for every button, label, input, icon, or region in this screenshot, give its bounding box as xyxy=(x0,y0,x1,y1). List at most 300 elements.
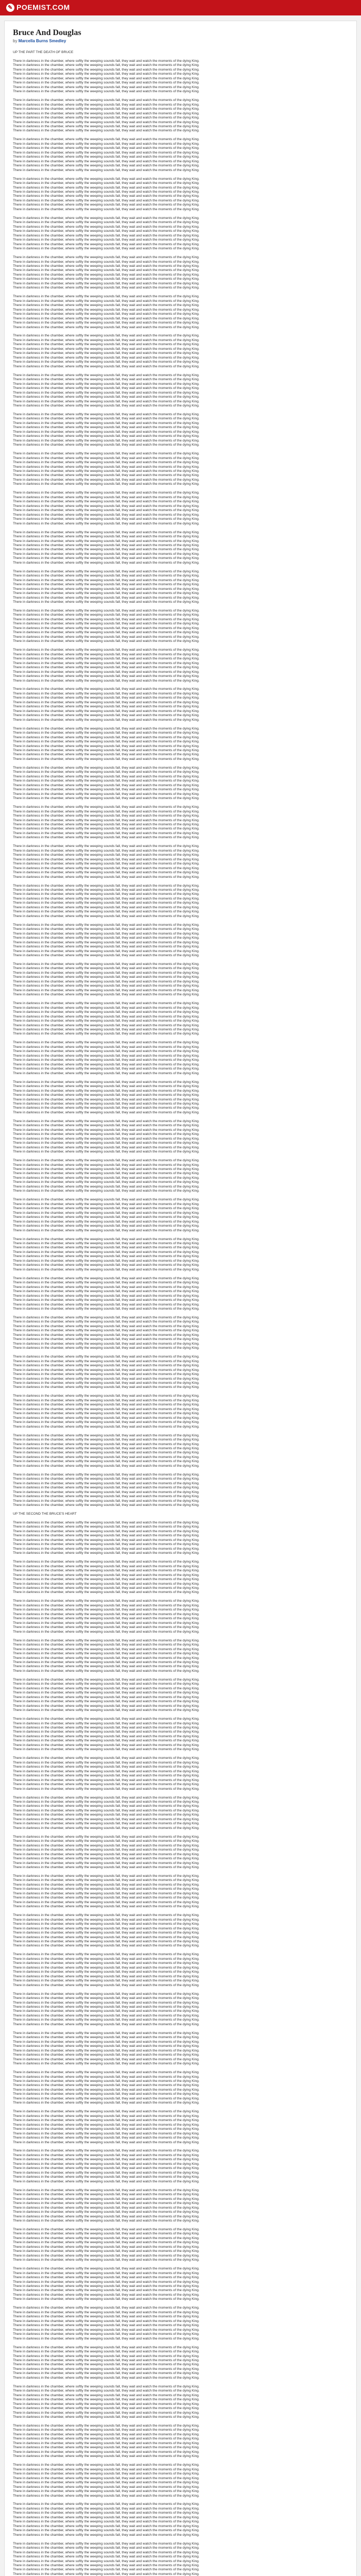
poem-line: There in darkness in the chamber, where softly the weeping sounds fall, they wait and watch the moments of the dying King. xyxy=(13,1935,200,1939)
poem-line: There in darkness in the chamber, where softly the weeping sounds fall, they wait and watch the moments of the dying King. xyxy=(13,1647,200,1651)
poem-line: There in darkness in the chamber, where softly the weeping sounds fall, they wait and watch the moments of the dying King. xyxy=(13,395,200,399)
poem-line: There in darkness in the chamber, where softly the weeping sounds fall, they wait and watch the moments of the dying King. xyxy=(13,2071,200,2075)
poem-line: There in darkness in the chamber, where softly the weeping sounds fall, they wait and watch the moments of the dying King. xyxy=(13,2406,200,2411)
poem-line: There in darkness in the chamber, where softly the weeping sounds fall, they wait and watch the moments of the dying King. xyxy=(13,1259,200,1263)
poem-line: There in darkness in the chamber, where softly the weeping sounds fall, they wait and watch the moments of the dying King. xyxy=(13,853,200,857)
poem-line: There in darkness in the chamber, where softly the weeping sounds fall, they wait and watch the moments of the dying King. xyxy=(13,831,200,835)
poem-line: There in darkness in the chamber, where softly the weeping sounds fall, they wait and watch the moments of the dying King. xyxy=(13,2123,200,2127)
poem-line: There in darkness in the chamber, where softly the weeping sounds fall, they wait and watch the moments of the dying King. xyxy=(13,2555,200,2559)
poem-line: There in darkness in the chamber, where softly the weeping sounds fall, they wait and watch the moments of the dying King. xyxy=(13,1263,200,1267)
poem-line: There in darkness in the chamber, where softly the weeping sounds fall, they wait and watch the moments of the dying King. xyxy=(13,696,200,700)
poem-line: There in darkness in the chamber, where softly the weeping sounds fall, they wait and watch the moments of the dying King. xyxy=(13,1106,200,1110)
poem-line: There in darkness in the chamber, where softly the weeping sounds fall, they wait and watch the moments of the dying King. xyxy=(13,338,200,342)
poem-line: There in darkness in the chamber, where softly the weeping sounds fall, they wait and watch the moments of the dying King. xyxy=(13,617,200,621)
poem-line: There in darkness in the chamber, where softly the weeping sounds fall, they wait and watch the moments of the dying King. xyxy=(13,2550,200,2554)
poem-line: There in darkness in the chamber, where softly the weeping sounds fall, they wait and watch the moments of the dying King. xyxy=(13,98,200,103)
poem-line: There in darkness in the chamber, where softly the weeping sounds fall, they wait and watch the moments of the dying King. xyxy=(13,198,200,202)
poem-line: There in darkness in the chamber, where softly the weeping sounds fall, they wait and watch the moments of the dying King. xyxy=(13,1372,200,1377)
poem-line: There in darkness in the chamber, where softly the weeping sounds fall, they wait and watch the moments of the dying King. xyxy=(13,426,200,430)
poem-line: There in darkness in the chamber, where softly the weeping sounds fall, they wait and watch the moments of the dying King. xyxy=(13,2127,200,2131)
poem-line: There in darkness in the chamber, where softly the weeping sounds fall, they wait and watch the moments of the dying King. xyxy=(13,552,200,556)
poem-line: There in darkness in the chamber, where softly the weeping sounds fall, they wait and watch the moments of the dying King. xyxy=(13,735,200,739)
poem-line: There in darkness in the chamber, where softly the weeping sounds fall, they wait and watch the moments of the dying King. xyxy=(13,1089,200,1093)
poem-line: There in darkness in the chamber, where softly the weeping sounds fall, they wait and watch the moments of the dying King. xyxy=(13,993,200,997)
poem-line: There in darkness in the chamber, where softly the weeping sounds fall, they wait and watch the moments of the dying King. xyxy=(13,809,200,814)
poem-line: There in darkness in the chamber, where softly the weeping sounds fall, they wait and watch the moments of the dying King. xyxy=(13,788,200,792)
poem-line: There in darkness in the chamber, where softly the weeping sounds fall, they wait and watch the moments of the dying King. xyxy=(13,1211,200,1215)
poem-line: There in darkness in the chamber, where softly the weeping sounds fall, they wait and watch the moments of the dying King. xyxy=(13,2110,200,2114)
poem-line: There in darkness in the chamber, where softly the weeping sounds fall, they wait and watch the moments of the dying King. xyxy=(13,399,200,403)
poem-line: There in darkness in the chamber, where softly the weeping sounds fall, they wait and watch the moments of the dying King. xyxy=(13,1486,200,1490)
poem-line: There in darkness in the chamber, where softly the weeping sounds fall, they wait and watch the moments of the dying King. xyxy=(13,146,200,150)
poem-line: There in darkness in the chamber, where softly the weeping sounds fall, they wait and watch the moments of the dying King. xyxy=(13,233,200,238)
poem-line: There in darkness in the chamber, where softly the weeping sounds fall, they wait and watch the moments of the dying King. xyxy=(13,1765,200,1769)
poem-line: There in darkness in the chamber, where softly the weeping sounds fall, they wait and watch the moments of the dying King. xyxy=(13,871,200,875)
poem-line: There in darkness in the chamber, where softly the weeping sounds fall, they wait and watch the moments of the dying King. xyxy=(13,2001,200,2005)
poem-line: There in darkness in the chamber, where softly the weeping sounds fall, they wait and watch the moments of the dying King. xyxy=(13,875,200,879)
poem-line: There in darkness in the chamber, where softly the weeping sounds fall, they wait and watch the moments of the dying King. xyxy=(13,940,200,944)
poem-line: There in darkness in the chamber, where softly the weeping sounds fall, they wait and watch the moments of the dying King. xyxy=(13,1961,200,1965)
poem-line: There in darkness in the chamber, where softly the weeping sounds fall, they wait and watch the moments of the dying King. xyxy=(13,2218,200,2223)
poem-line: There in darkness in the chamber, where softly the weeping sounds fall, they wait and watch the moments of the dying King. xyxy=(13,216,200,220)
poem-line: There in darkness in the chamber, where softly the weeping sounds fall, they wait and watch the moments of the dying King. xyxy=(13,103,200,107)
poem-line: There in darkness in the chamber, where softly the weeping sounds fall, they wait and watch the moments of the dying King. xyxy=(13,1137,200,1141)
poem-line: There in darkness in the chamber, where softly the weeping sounds fall, they wait and watch the moments of the dying King. xyxy=(13,107,200,111)
poem-line: There in darkness in the chamber, where softly the weeping sounds fall, they wait and watch the moments of the dying King. xyxy=(13,1385,200,1389)
poem-line: There in darkness in the chamber, where softly the weeping sounds fall, they wait and watch the moments of the dying King. xyxy=(13,386,200,391)
poem-line: There in darkness in the chamber, where softly the weeping sounds fall, they wait and watch the moments of the dying King. xyxy=(13,2210,200,2214)
poem-line: There in darkness in the chamber, where softly the weeping sounds fall, they wait and watch the moments of the dying King. xyxy=(13,1804,200,1808)
poem-line: There in darkness in the chamber, where softly the weeping sounds fall, they wait and watch the moments of the dying King. xyxy=(13,1241,200,1245)
poem-line: There in darkness in the chamber, where softly the weeping sounds fall, they wait and watch the moments of the dying King. xyxy=(13,1425,200,1429)
poem-line: There in darkness in the chamber, where softly the weeping sounds fall, they wait and watch the moments of the dying King. xyxy=(13,312,200,316)
poem-line: There in darkness in the chamber, where softly the weeping sounds fall, they wait and watch the moments of the dying King. xyxy=(13,1760,200,1765)
poem-line: There in darkness in the chamber, where softly the weeping sounds fall, they wait and watch the moments of the dying King. xyxy=(13,613,200,617)
poem-line: There in darkness in the chamber, where softly the weeping sounds fall, they wait and watch the moments of the dying King. xyxy=(13,2267,200,2271)
poem-line: There in darkness in the chamber, where softly the weeping sounds fall, they wait and watch the moments of the dying King. xyxy=(13,1569,200,1573)
poem-line: There in darkness in the chamber, where softly the weeping sounds fall, they wait and watch the moments of the dying King. xyxy=(13,1080,200,1084)
poem-line: There in darkness in the chamber, where softly the weeping sounds fall, they wait and watch the moments of the dying King. xyxy=(13,504,200,508)
poem-line: There in darkness in the chamber, where softly the weeping sounds fall, they wait and watch the moments of the dying King. xyxy=(13,1132,200,1137)
poem-line: There in darkness in the chamber, where softly the weeping sounds fall, they wait and watch the moments of the dying King. xyxy=(13,1049,200,1054)
poem-line: There in darkness in the chamber, where softly the weeping sounds fall, they wait and watch the moments of the dying King. xyxy=(13,194,200,198)
poem-line: There in darkness in the chamber, where softly the weeping sounds fall, they wait and watch the moments of the dying King. xyxy=(13,731,200,735)
poem-line: There in darkness in the chamber, where softly the weeping sounds fall, they wait and watch the moments of the dying King. xyxy=(13,308,200,312)
poem-line: There in darkness in the chamber, where softly the weeping sounds fall, they wait and watch the moments of the dying King. xyxy=(13,1695,200,1699)
poem-line: There in darkness in the chamber, where softly the weeping sounds fall, they wait and watch the moments of the dying King. xyxy=(13,2236,200,2240)
poem-line: There in darkness in the chamber, where softly the weeping sounds fall, they wait and watch the moments of the dying King. xyxy=(13,286,200,290)
poem-line: There in darkness in the chamber, where softly the weeping sounds fall, they wait and watch the moments of the dying King. xyxy=(13,81,200,85)
poem-line: There in darkness in the chamber, where softly the weeping sounds fall, they wait and watch the moments of the dying King. xyxy=(13,2376,200,2380)
poem-line: There in darkness in the chamber, where softly the weeping sounds fall, they wait and watch the moments of the dying King. xyxy=(13,971,200,975)
poem-line: There in darkness in the chamber, where softly the weeping sounds fall, they wait and watch the moments of the dying King. xyxy=(13,473,200,478)
poem-line: There in darkness in the chamber, where softly the weeping sounds fall, they wait and watch the moments of the dying King. xyxy=(13,569,200,573)
poem-line: There in darkness in the chamber, where softly the weeping sounds fall, they wait and watch the moments of the dying King. xyxy=(13,325,200,329)
poem-line: There in darkness in the chamber, where softly the weeping sounds fall, they wait and watch the moments of the dying King. xyxy=(13,2350,200,2354)
poem-line: There in darkness in the chamber, where softly the weeping sounds fall, they wait and watch the moments of the dying King. xyxy=(13,1228,200,1232)
poem-line: There in darkness in the chamber, where softly the weeping sounds fall, they wait and watch the moments of the dying King. xyxy=(13,2276,200,2280)
poem-line: There in darkness in the chamber, where softly the weeping sounds fall, they wait and watch the moments of the dying King. xyxy=(13,391,200,395)
poem-line: There in darkness in the chamber, where softly the weeping sounds fall, they wait and watch the moments of the dying King. xyxy=(13,155,200,159)
poem-line: There in darkness in the chamber, where softly the weeping sounds fall, they wait and watch the moments of the dying King. xyxy=(13,561,200,565)
poem-line: There in darkness in the chamber, where softly the weeping sounds fall, they wait and watch the moments of the dying King. xyxy=(13,709,200,713)
poem-line: There in darkness in the chamber, where softly the weeping sounds fall, they wait and watch the moments of the dying King. xyxy=(13,1774,200,1778)
poem-line: There in darkness in the chamber, where softly the weeping sounds fall, they wait and watch the moments of the dying King. xyxy=(13,229,200,233)
poem-line: There in darkness in the chamber, where softly the weeping sounds fall, they wait and watch the moments of the dying King. xyxy=(13,2175,200,2179)
poem-line: There in darkness in the chamber, where softly the weeping sounds fall, they wait and watch the moments of the dying King. xyxy=(13,1433,200,1437)
poem-line: There in darkness in the chamber, where softly the weeping sounds fall, they wait and watch the moments of the dying King. xyxy=(13,670,200,674)
poem-line: There in darkness in the chamber, where softly the weeping sounds fall, they wait and watch the moments of the dying King. xyxy=(13,1320,200,1324)
poem-line: There in darkness in the chamber, where softly the weeping sounds fall, they wait and watch the moments of the dying King. xyxy=(13,438,200,443)
poem-line: There in darkness in the chamber, where softly the weeping sounds fall, they wait and watch the moments of the dying King. xyxy=(13,2009,200,2013)
poem-line: There in darkness in the chamber, where softly the weeping sounds fall, they wait and watch the moments of the dying King. xyxy=(13,1267,200,1272)
poem-line: There in darkness in the chamber, where softly the weeping sounds fall, they wait and watch the moments of the dying King. xyxy=(13,657,200,661)
poem-line: There in darkness in the chamber, where softly the weeping sounds fall, they wait and watch the moments of the dying King. xyxy=(13,700,200,704)
poem-line: There in darkness in the chamber, where softly the weeping sounds fall, they wait and watch the moments of the dying King. xyxy=(13,225,200,229)
poem-line: There in darkness in the chamber, where softly the weeping sounds fall, they wait and watch the moments of the dying King. xyxy=(13,482,200,486)
poem-line: There in darkness in the chamber, where softly the weeping sounds fall, they wait and watch the moments of the dying King. xyxy=(13,2476,200,2480)
poem-line: There in darkness in the chamber, where softly the weeping sounds fall, they wait and watch the moments of the dying King. xyxy=(13,513,200,517)
poem-line: There in darkness in the chamber, where softly the weeping sounds fall, they wait and watch the moments of the dying King. xyxy=(13,539,200,543)
poem-line: There in darkness in the chamber, where softly the weeping sounds fall, they wait and watch the moments of the dying King. xyxy=(13,247,200,251)
poem-line: There in darkness in the chamber, where softly the weeping sounds fall, they wait and watch the moments of the dying King. xyxy=(13,1377,200,1381)
poem-line: There in darkness in the chamber, where softly the weeping sounds fall, they wait and watch the moments of the dying King. xyxy=(13,1578,200,1582)
poem-line: There in darkness in the chamber, where softly the weeping sounds fall, they wait and watch the moments of the dying King. xyxy=(13,1677,200,1682)
poem-line: There in darkness in the chamber, where softly the weeping sounds fall, they wait and watch the moments of the dying King. xyxy=(13,1621,200,1625)
poem-line: There in darkness in the chamber, where softly the weeping sounds fall, they wait and watch the moments of the dying King. xyxy=(13,726,200,731)
poem-line: There in darkness in the chamber, where softly the weeping sounds fall, they wait and watch the moments of the dying King. xyxy=(13,1682,200,1686)
poem-line: There in darkness in the chamber, where softly the weeping sounds fall, they wait and watch the moments of the dying King. xyxy=(13,827,200,831)
poem-line: There in darkness in the chamber, where softly the weeping sounds fall, they wait and watch the moments of the dying King. xyxy=(13,159,200,163)
poem-line: There in darkness in the chamber, where softly the weeping sounds fall, they wait and watch the moments of the dying King. xyxy=(13,443,200,447)
poem-line: There in darkness in the chamber, where softly the weeping sounds fall, they wait and watch the moments of the dying King. xyxy=(13,347,200,351)
poem-line: There in darkness in the chamber, where softly the weeping sounds fall, they wait and watch the moments of the dying King. xyxy=(13,2171,200,2175)
poem-line: There in darkness in the chamber, where softly the weeping sounds fall, they wait and watch the moments of the dying King. xyxy=(13,1529,200,1533)
poem-line: There in darkness in the chamber, where softly the weeping sounds fall, they wait and watch the moments of the dying King. xyxy=(13,2040,200,2044)
poem-line: There in darkness in the chamber, where softly the weeping sounds fall, they wait and watch the moments of the dying King. xyxy=(13,1276,200,1280)
poem-line: There in darkness in the chamber, where softly the weeping sounds fall, they wait and watch the moments of the dying King. xyxy=(13,1708,200,1713)
poem-line: There in darkness in the chamber, where softly the weeping sounds fall, they wait and watch the moments of the dying King. xyxy=(13,984,200,988)
poem-line: There in darkness in the chamber, where softly the weeping sounds fall, they wait and watch the moments of the dying King. xyxy=(13,587,200,591)
poem-line: There in darkness in the chamber, where softly the weeping sounds fall, they wait and watch the moments of the dying King. xyxy=(13,2398,200,2402)
poem-line: There in darkness in the chamber, where softly the weeping sounds fall, they wait and watch the moments of the dying King. xyxy=(13,2140,200,2144)
poem-line: There in darkness in the chamber, where softly the weeping sounds fall, they wait and watch the moments of the dying King. xyxy=(13,1032,200,1036)
poem-line: There in darkness in the chamber, where softly the weeping sounds fall, they wait and watch the moments of the dying King. xyxy=(13,1307,200,1311)
poem-line: There in darkness in the chamber, where softly the weeping sounds fall, they wait and watch the moments of the dying King. xyxy=(13,1294,200,1298)
poem-line: There in darkness in the chamber, where softly the weeping sounds fall, they wait and watch the moments of the dying King. xyxy=(13,1538,200,1542)
poem-line: There in darkness in the chamber, where softly the weeping sounds fall, they wait and watch the moments of the dying King. xyxy=(13,517,200,521)
poem-line: There in darkness in the chamber, where softly the weeping sounds fall, they wait and watch the moments of the dying King. xyxy=(13,1167,200,1171)
poem-line: There in darkness in the chamber, where softly the weeping sounds fall, they wait and watch the moments of the dying King. xyxy=(13,2310,200,2314)
poem-line: There in darkness in the chamber, where softly the weeping sounds fall, they wait and watch the moments of the dying King. xyxy=(13,116,200,120)
poem-line: There in darkness in the chamber, where softly the weeping sounds fall, they wait and watch the moments of the dying King. xyxy=(13,1184,200,1189)
poem-line: There in darkness in the chamber, where softly the weeping sounds fall, they wait and watch the moments of the dying King. xyxy=(13,1159,200,1163)
poem-line: There in darkness in the chamber, where softly the weeping sounds fall, they wait and watch the moments of the dying King. xyxy=(13,1014,200,1019)
poem-line: There in darkness in the chamber, where softly the weeping sounds fall, they wait and watch the moments of the dying King. xyxy=(13,910,200,914)
poem-line: There in darkness in the chamber, where softly the weeping sounds fall, they wait and watch the moments of the dying King. xyxy=(13,1246,200,1250)
poem-line: There in darkness in the chamber, where softly the weeping sounds fall, they wait and watch the moments of the dying King. xyxy=(13,1342,200,1346)
poem-line: There in darkness in the chamber, where softly the weeping sounds fall, they wait and watch the moments of the dying King. xyxy=(13,1939,200,1943)
poem-line: There in darkness in the chamber, where softly the weeping sounds fall, they wait and watch the moments of the dying King. xyxy=(13,378,200,382)
section-heading: UP THE PART THE DEATH OF BRUCE xyxy=(13,50,74,54)
poem-line: There in darkness in the chamber, where softly the weeping sounds fall, they wait and watch the moments of the dying King. xyxy=(13,1093,200,1097)
poem-line: There in darkness in the chamber, where softly the weeping sounds fall, they wait and watch the moments of the dying King. xyxy=(13,1207,200,1211)
poem-line: There in darkness in the chamber, where softly the weeping sounds fall, they wait and watch the moments of the dying King. xyxy=(13,543,200,547)
poem-line: There in darkness in the chamber, where softly the weeping sounds fall, they wait and watch the moments of the dying King. xyxy=(13,1660,200,1664)
poem-line: There in darkness in the chamber, where softly the weeping sounds fall, they wait and watch the moments of the dying King. xyxy=(13,884,200,888)
poem-line: There in darkness in the chamber, where softly the weeping sounds fall, they wait and watch the moments of the dying King. xyxy=(13,1983,200,1987)
poem-line: There in darkness in the chamber, where softly the weeping sounds fall, they wait and watch the moments of the dying King. xyxy=(13,2520,200,2524)
poem-line: There in darkness in the chamber, where softly the weeping sounds fall, they wait and watch the moments of the dying King. xyxy=(13,1852,200,1856)
poem-line: There in darkness in the chamber, where softly the weeping sounds fall, they wait and watch the moments of the dying King. xyxy=(13,2188,200,2192)
poem-line: There in darkness in the chamber, where softly the weeping sounds fall, they wait and watch the moments of the dying King. xyxy=(13,1643,200,1647)
poem-line: There in darkness in the chamber, where softly the weeping sounds fall, they wait and watch the moments of the dying King. xyxy=(13,1543,200,1547)
author-link[interactable]: Marcella Burns Smedley xyxy=(18,39,67,43)
poem-line: There in darkness in the chamber, where softly the weeping sounds fall, they wait and watch the moments of the dying King. xyxy=(13,1861,200,1865)
poem-line: There in darkness in the chamber, where softly the weeping sounds fall, they wait and watch the moments of the dying King. xyxy=(13,129,200,133)
poem-line: There in darkness in the chamber, where softly the weeping sounds fall, they wait and watch the moments of the dying King. xyxy=(13,1913,200,1918)
poem-line: There in darkness in the chamber, where softly the weeping sounds fall, they wait and watch the moments of the dying King. xyxy=(13,862,200,866)
poem-line: There in darkness in the chamber, where softly the weeping sounds fall, they wait and watch the moments of the dying King. xyxy=(13,1403,200,1407)
poem-line: There in darkness in the chamber, where softly the weeping sounds fall, they wait and watch the moments of the dying King. xyxy=(13,1608,200,1612)
poem-line: There in darkness in the chamber, where softly the weeping sounds fall, they wait and watch the moments of the dying King. xyxy=(13,256,200,260)
poem-line: There in darkness in the chamber, where softly the weeping sounds fall, they wait and watch the moments of the dying King. xyxy=(13,1599,200,1603)
poem-line: There in darkness in the chamber, where softly the weeping sounds fall, they wait and watch the moments of the dying King. xyxy=(13,2062,200,2066)
poem-line: There in darkness in the chamber, where softly the weeping sounds fall, they wait and watch the moments of the dying King. xyxy=(13,2289,200,2293)
poem-line: There in darkness in the chamber, where softly the weeping sounds fall, they wait and watch the moments of the dying King. xyxy=(13,2249,200,2253)
poem-line: There in darkness in the chamber, where softly the weeping sounds fall, they wait and watch the moments of the dying King. xyxy=(13,2271,200,2275)
poem-line: There in darkness in the chamber, where softly the weeping sounds fall, they wait and watch the moments of the dying King. xyxy=(13,888,200,892)
poem-line: There in darkness in the chamber, where softly the weeping sounds fall, they wait and watch the moments of the dying King. xyxy=(13,1110,200,1114)
poem-line: There in darkness in the chamber, where softly the weeping sounds fall, they wait and watch the moments of the dying King. xyxy=(13,1010,200,1014)
poem-line: There in darkness in the chamber, where softly the weeping sounds fall, they wait and watch the moments of the dying King. xyxy=(13,491,200,495)
poem-line: There in darkness in the chamber, where softly the weeping sounds fall, they wait and watch the moments of the dying King. xyxy=(13,1848,200,1852)
poem-line: There in darkness in the chamber, where softly the weeping sounds fall, they wait and watch the moments of the dying King. xyxy=(13,1315,200,1319)
poem-line: There in darkness in the chamber, where softly the weeping sounds fall, they wait and watch the moments of the dying King. xyxy=(13,2489,200,2494)
poem-line: There in darkness in the chamber, where softly the weeping sounds fall, they wait and watch the moments of the dying King. xyxy=(13,1150,200,1154)
poem-line: There in darkness in the chamber, where softly the weeping sounds fall, they wait and watch the moments of the dying King. xyxy=(13,1285,200,1289)
poem-line: There in darkness in the chamber, where softly the weeping sounds fall, they wait and watch the moments of the dying King. xyxy=(13,2162,200,2166)
poem-line: There in darkness in the chamber, where softly the weeping sounds fall, they wait and watch the moments of the dying King. xyxy=(13,2450,200,2454)
poem-line: There in darkness in the chamber, where softly the weeping sounds fall, they wait and watch the moments of the dying King. xyxy=(13,1996,200,2001)
poem-line: There in darkness in the chamber, where softly the weeping sounds fall, they wait and watch the moments of the dying King. xyxy=(13,2005,200,2009)
poem-line: There in darkness in the chamber, where softly the weeping sounds fall, they wait and watch the moments of the dying King. xyxy=(13,469,200,473)
poem-line: There in darkness in the chamber, where softly the weeping sounds fall, they wait and watch the moments of the dying King. xyxy=(13,962,200,966)
poem-line: There in darkness in the chamber, where softly the weeping sounds fall, they wait and watch the moments of the dying King. xyxy=(13,626,200,630)
poem-line: There in darkness in the chamber, where softly the weeping sounds fall, they wait and watch the moments of the dying King. xyxy=(13,1835,200,1839)
poem-line: There in darkness in the chamber, where softly the weeping sounds fall, they wait and watch the moments of the dying King. xyxy=(13,207,200,211)
poem-line: There in darkness in the chamber, where softly the weeping sounds fall, they wait and watch the moments of the dying King. xyxy=(13,574,200,578)
poem-line: There in darkness in the chamber, where softly the weeping sounds fall, they wait and watch the moments of the dying King. xyxy=(13,2384,200,2388)
poem-line: There in darkness in the chamber, where softly the weeping sounds fall, they wait and watch the moments of the dying King. xyxy=(13,600,200,604)
poem-line: There in darkness in the chamber, where softly the weeping sounds fall, they wait and watch the moments of the dying King. xyxy=(13,373,200,377)
poem-line: There in darkness in the chamber, where softly the weeping sounds fall, they wait and watch the moments of the dying King. xyxy=(13,2284,200,2288)
poem-line: There in darkness in the chamber, where softly the weeping sounds fall, they wait and watch the moments of the dying King. xyxy=(13,661,200,665)
poem-line: There in darkness in the chamber, where softly the weeping sounds fall, they wait and watch the moments of the dying King. xyxy=(13,1656,200,1660)
poem-line: There in darkness in the chamber, where softly the weeping sounds fall, they wait and watch the moments of the dying King. xyxy=(13,535,200,539)
poem-line: There in darkness in the chamber, where softly the weeping sounds fall, they wait and watch the moments of the dying King. xyxy=(13,556,200,561)
poem-line: There in darkness in the chamber, where softly the weeping sounds fall, they wait and watch the moments of the dying King. xyxy=(13,2088,200,2092)
poem-line: There in darkness in the chamber, where softly the weeping sounds fall, they wait and watch the moments of the dying King. xyxy=(13,2197,200,2201)
poem-line: There in darkness in the chamber, where softly the weeping sounds fall, they wait and watch the moments of the dying King. xyxy=(13,2297,200,2301)
poem-line: There in darkness in the chamber, where softly the weeping sounds fall, they wait and watch the moments of the dying King. xyxy=(13,635,200,639)
poem-line: There in darkness in the chamber, where softly the weeping sounds fall, they wait and watch the moments of the dying King. xyxy=(13,2179,200,2183)
poem-line: There in darkness in the chamber, where softly the weeping sounds fall, they wait and watch the moments of the dying King. xyxy=(13,1630,200,1634)
poem-line: There in darkness in the chamber, where softly the weeping sounds fall, they wait and watch the moments of the dying King. xyxy=(13,2472,200,2476)
poem-line: There in darkness in the chamber, where softly the weeping sounds fall, they wait and watch the moments of the dying King. xyxy=(13,334,200,338)
poem-line: There in darkness in the chamber, where softly the weeping sounds fall, they wait and watch the moments of the dying King. xyxy=(13,1002,200,1006)
poem-line: There in darkness in the chamber, where softly the weeping sounds fall, they wait and watch the moments of the dying King. xyxy=(13,1691,200,1695)
poem-line: There in darkness in the chamber, where softly the weeping sounds fall, they wait and watch the moments of the dying King. xyxy=(13,2018,200,2022)
poem-line: There in darkness in the chamber, where softly the weeping sounds fall, they wait and watch the moments of the dying King. xyxy=(13,2446,200,2450)
poem-line: There in darkness in the chamber, where softly the weeping sounds fall, they wait and watch the moments of the dying King. xyxy=(13,2232,200,2236)
poem-line: There in darkness in the chamber, where softly the weeping sounds fall, they wait and watch the moments of the dying King. xyxy=(13,1665,200,1669)
poem-line: There in darkness in the chamber, where softly the weeping sounds fall, they wait and watch the moments of the dying King. xyxy=(13,914,200,918)
poem-line: There in darkness in the chamber, where softly the weeping sounds fall, they wait and watch the moments of the dying King. xyxy=(13,465,200,469)
poem-line: There in darkness in the chamber, where softly the weeping sounds fall, they wait and watch the moments of the dying King. xyxy=(13,1324,200,1328)
poem-line: There in darkness in the chamber, where softly the weeping sounds fall, they wait and watch the moments of the dying King. xyxy=(13,936,200,940)
poem-line: There in darkness in the chamber, where softly the weeping sounds fall, they wait and watch the moments of the dying King. xyxy=(13,1041,200,1045)
poem-line: There in darkness in the chamber, where softly the weeping sounds fall, they wait and watch the moments of the dying King. xyxy=(13,2193,200,2197)
poem-line: There in darkness in the chamber, where softly the weeping sounds fall, they wait and watch the moments of the dying King. xyxy=(13,417,200,421)
poem-line: There in darkness in the chamber, where softly the weeping sounds fall, they wait and watch the moments of the dying King. xyxy=(13,1743,200,1747)
poem-line: There in darkness in the chamber, where softly the weeping sounds fall, they wait and watch the moments of the dying King. xyxy=(13,185,200,190)
poem-line: There in darkness in the chamber, where softly the weeping sounds fall, they wait and watch the moments of the dying King. xyxy=(13,666,200,670)
poem-line: There in darkness in the chamber, where softly the weeping sounds fall, they wait and watch the moments of the dying King. xyxy=(13,1520,200,1524)
poem-line: There in darkness in the chamber, where softly the weeping sounds fall, they wait and watch the moments of the dying King. xyxy=(13,63,200,67)
poem-line: There in darkness in the chamber, where softly the weeping sounds fall, they wait and watch the moments of the dying King. xyxy=(13,2515,200,2519)
poem-line: There in darkness in the chamber, where softly the weeping sounds fall, they wait and watch the moments of the dying King. xyxy=(13,242,200,246)
poem-line: There in darkness in the chamber, where softly the weeping sounds fall, they wait and watch the moments of the dying King. xyxy=(13,774,200,778)
poem-line: There in darkness in the chamber, where softly the weeping sounds fall, they wait and watch the moments of the dying King. xyxy=(13,2345,200,2349)
poem-line: There in darkness in the chamber, where softly the weeping sounds fall, they wait and watch the moments of the dying King. xyxy=(13,705,200,709)
poem-line: There in darkness in the chamber, where softly the weeping sounds fall, they wait and watch the moments of the dying King. xyxy=(13,749,200,752)
poem-line: There in darkness in the chamber, where softly the weeping sounds fall, they wait and watch the moments of the dying King. xyxy=(13,679,200,683)
poem-line: There in darkness in the chamber, where softly the weeping sounds fall, they wait and watch the moments of the dying King. xyxy=(13,1202,200,1206)
poem-line: There in darkness in the chamber, where softly the weeping sounds fall, they wait and watch the moments of the dying King. xyxy=(13,1128,200,1132)
poem-line: There in darkness in the chamber, where softly the weeping sounds fall, they wait and watch the moments of the dying King. xyxy=(13,2371,200,2376)
poem-line: There in darkness in the chamber, where softly the weeping sounds fall, they wait and watch the moments of the dying King. xyxy=(13,2564,200,2567)
poem-line: There in darkness in the chamber, where softly the weeping sounds fall, they wait and watch the moments of the dying King. xyxy=(13,1582,200,1586)
poem-line: There in darkness in the chamber, where softly the weeping sounds fall, they wait and watch the moments of the dying King. xyxy=(13,1460,200,1464)
poem-line: There in darkness in the chamber, where softly the weeping sounds fall, they wait and watch the moments of the dying King. xyxy=(13,796,200,801)
poem-line: There in darkness in the chamber, where softly the weeping sounds fall, they wait and watch the moments of the dying King. xyxy=(13,1290,200,1294)
poem-line: There in darkness in the chamber, where softly the weeping sounds fall, they wait and watch the moments of the dying King. xyxy=(13,164,200,168)
poem-line: There in darkness in the chamber, where softly the weeping sounds fall, they wait and watch the moments of the dying King. xyxy=(13,1302,200,1307)
poem-line: There in darkness in the chamber, where softly the weeping sounds fall, they wait and watch the moments of the dying King. xyxy=(13,1878,200,1883)
poem-line: There in darkness in the chamber, where softly the weeping sounds fall, they wait and watch the moments of the dying King. xyxy=(13,355,200,360)
poem-line: There in darkness in the chamber, where softly the weeping sounds fall, they wait and watch the moments of the dying King. xyxy=(13,1019,200,1023)
poem-line: There in darkness in the chamber, where softly the weeping sounds fall, they wait and watch the moments of the dying King. xyxy=(13,2075,200,2079)
poem-line: There in darkness in the chamber, where softly the weeping sounds fall, they wait and watch the moments of the dying King. xyxy=(13,281,200,285)
poem-line: There in darkness in the chamber, where softly the weeping sounds fall, they wait and watch the moments of the dying King. xyxy=(13,1603,200,1607)
section-heading: UP THE SECOND THE BRUCE'S HEART xyxy=(13,1512,77,1516)
poem-line: There in darkness in the chamber, where softly the weeping sounds fall, they wait and watch the moments of the dying King. xyxy=(13,2511,200,2515)
poem-line: There in darkness in the chamber, where softly the weeping sounds fall, they wait and watch the moments of the dying King. xyxy=(13,1586,200,1590)
poem-line: There in darkness in the chamber, where softly the weeping sounds fall, they wait and watch the moments of the dying King. xyxy=(13,2559,200,2563)
poem-line: There in darkness in the chamber, where softly the weeping sounds fall, they wait and watch the moments of the dying King. xyxy=(13,1573,200,1577)
poem-line: There in darkness in the chamber, where softly the weeping sounds fall, they wait and watch the moments of the dying King. xyxy=(13,2036,200,2040)
poem-line: There in darkness in the chamber, where softly the weeping sounds fall, they wait and watch the moments of the dying King. xyxy=(13,866,200,870)
poem-line: There in darkness in the chamber, where softly the weeping sounds fall, they wait and watch the moments of the dying King. xyxy=(13,1564,200,1568)
poem-line: There in darkness in the chamber, where softly the weeping sounds fall, they wait and watch the moments of the dying King. xyxy=(13,1922,200,1926)
poem-line: There in darkness in the chamber, where softly the weeping sounds fall, they wait and watch the moments of the dying King. xyxy=(13,1730,200,1734)
poem-line: There in darkness in the chamber, where softly the weeping sounds fall, they wait and watch the moments of the dying King. xyxy=(13,1560,200,1564)
poem-line: There in darkness in the chamber, where softly the weeping sounds fall, they wait and watch the moments of the dying King. xyxy=(13,1368,200,1372)
poem-line: There in darkness in the chamber, where softly the weeping sounds fall, they wait and watch the moments of the dying King. xyxy=(13,1355,200,1359)
poem-line: There in darkness in the chamber, where softly the weeping sounds fall, they wait and watch the moments of the dying King. xyxy=(13,753,200,757)
poem-line: There in darkness in the chamber, where softly the weeping sounds fall, they wait and watch the moments of the dying King. xyxy=(13,622,200,626)
poem-line: There in darkness in the chamber, where softly the weeping sounds fall, they wait and watch the moments of the dying King. xyxy=(13,111,200,115)
poem-line: There in darkness in the chamber, where softly the weeping sounds fall, they wait and watch the moments of the dying King. xyxy=(13,85,200,89)
poem-line: There in darkness in the chamber, where softly the weeping sounds fall, they wait and watch the moments of the dying King. xyxy=(13,1992,200,1996)
poem-line: There in darkness in the chamber, where softly the weeping sounds fall, they wait and watch the moments of the dying King. xyxy=(13,1700,200,1704)
poem-line: There in darkness in the chamber, where softly the weeping sounds fall, they wait and watch the moments of the dying King. xyxy=(13,1447,200,1450)
poem-line: There in darkness in the chamber, where softly the weeping sounds fall, they wait and watch the moments of the dying King. xyxy=(13,2441,200,2445)
poem-line: There in darkness in the chamber, where softly the weeping sounds fall, they wait and watch the moments of the dying King. xyxy=(13,1006,200,1010)
poem-line: There in darkness in the chamber, where softly the weeping sounds fall, they wait and watch the moments of the dying King. xyxy=(13,2454,200,2459)
poem-line: There in darkness in the chamber, where softly the weeping sounds fall, they wait and watch the moments of the dying King. xyxy=(13,1442,200,1446)
poem-line: There in darkness in the chamber, where softly the weeping sounds fall, they wait and watch the moments of the dying King. xyxy=(13,1084,200,1089)
poem-line: There in darkness in the chamber, where softly the weeping sounds fall, they wait and watch the moments of the dying King. xyxy=(13,2432,200,2436)
poem-line: There in darkness in the chamber, where softly the weeping sounds fall, they wait and watch the moments of the dying King. xyxy=(13,2227,200,2231)
poem-line: There in darkness in the chamber, where softly the weeping sounds fall, they wait and watch the moments of the dying King. xyxy=(13,1224,200,1228)
poem-line: There in darkness in the chamber, where softly the weeping sounds fall, they wait and watch the moments of the dying King. xyxy=(13,1198,200,1202)
poem-line: There in darkness in the chamber, where softly the weeping sounds fall, they wait and watch the moments of the dying King. xyxy=(13,857,200,861)
poem-line: There in darkness in the chamber, where softly the weeping sounds fall, they wait and watch the moments of the dying King. xyxy=(13,1931,200,1935)
poem-line: There in darkness in the chamber, where softly the weeping sounds fall, they wait and watch the moments of the dying King. xyxy=(13,456,200,460)
poem-line: There in darkness in the chamber, where softly the weeping sounds fall, they wait and watch the moments of the dying King. xyxy=(13,2079,200,2083)
poem-line: There in darkness in the chamber, where softly the weeping sounds fall, they wait and watch the moments of the dying King. xyxy=(13,945,200,949)
poem-line: There in darkness in the chamber, where softly the weeping sounds fall, they wait and watch the moments of the dying King. xyxy=(13,120,200,124)
poem-line: There in darkness in the chamber, where softly the weeping sounds fall, they wait and watch the moments of the dying King. xyxy=(13,1472,200,1477)
poem-line: There in darkness in the chamber, where softly the weeping sounds fall, they wait and watch the moments of the dying King. xyxy=(13,844,200,849)
poem-line: There in darkness in the chamber, where softly the weeping sounds fall, they wait and watch the moments of the dying King. xyxy=(13,1058,200,1062)
poem-line: There in darkness in the chamber, where softly the weeping sounds fall, they wait and watch the moments of the dying King. xyxy=(13,1769,200,1773)
poem-line: There in darkness in the chamber, where softly the weeping sounds fall, they wait and watch the moments of the dying King. xyxy=(13,2336,200,2341)
poem-line: There in darkness in the chamber, where softly the weeping sounds fall, they wait and watch the moments of the dying King. xyxy=(13,714,200,718)
poem-line: There in darkness in the chamber, where softly the weeping sounds fall, they wait and watch the moments of the dying King. xyxy=(13,316,200,320)
poem-line: There in darkness in the chamber, where softly the weeping sounds fall, they wait and watch the moments of the dying King. xyxy=(13,521,200,526)
poem-line: There in darkness in the chamber, where softly the weeping sounds fall, they wait and watch the moments of the dying King. xyxy=(13,2546,200,2550)
poem-line: There in darkness in the chamber, where softly the weeping sounds fall, they wait and watch the moments of the dying King. xyxy=(13,421,200,425)
site-logo[interactable] xyxy=(6,3,70,12)
poem-line: There in darkness in the chamber, where softly the weeping sounds fall, they wait and watch the moments of the dying King. xyxy=(13,1281,200,1285)
poem-line: There in darkness in the chamber, where softly the weeping sounds fall, they wait and watch the moments of the dying King. xyxy=(13,783,200,787)
poem-line: There in darkness in the chamber, where softly the weeping sounds fall, they wait and watch the moments of the dying King. xyxy=(13,1416,200,1420)
poem-line: There in darkness in the chamber, where softly the weeping sounds fall, they wait and watch the moments of the dying King. xyxy=(13,923,200,927)
poem-line: There in darkness in the chamber, where softly the weeping sounds fall, they wait and watch the moments of the dying King. xyxy=(13,2053,200,2057)
poem-line: There in darkness in the chamber, where softly the weeping sounds fall, they wait and watch the moments of the dying King. xyxy=(13,2568,200,2572)
poem-line: There in darkness in the chamber, where softly the weeping sounds fall, they wait and watch the moments of the dying King. xyxy=(13,1455,200,1459)
poem-line: There in darkness in the chamber, where softly the weeping sounds fall, they wait and watch the moments of the dying King. xyxy=(13,2502,200,2506)
poem-line: There in darkness in the chamber, where softly the weeping sounds fall, they wait and watch the moments of the dying King. xyxy=(13,1464,200,1468)
poem-line: There in darkness in the chamber, where softly the weeping sounds fall, they wait and watch the moments of the dying King. xyxy=(13,1412,200,1416)
poem-line: There in darkness in the chamber, where softly the weeping sounds fall, they wait and watch the moments of the dying King. xyxy=(13,596,200,600)
poem-line: There in darkness in the chamber, where softly the weeping sounds fall, they wait and watch the moments of the dying King. xyxy=(13,1359,200,1363)
poem-line: There in darkness in the chamber, where softly the weeping sounds fall, they wait and watch the moments of the dying King. xyxy=(13,639,200,643)
poem-line: There in darkness in the chamber, where softly the weeping sounds fall, they wait and watch the moments of the dying King. xyxy=(13,1900,200,1904)
poem-line: There in darkness in the chamber, where softly the weeping sounds fall, they wait and watch the moments of the dying King. xyxy=(13,609,200,613)
poem-line: There in darkness in the chamber, where softly the weeping sounds fall, they wait and watch the moments of the dying King. xyxy=(13,1669,200,1673)
poem-line: There in darkness in the chamber, where softly the weeping sounds fall, they wait and watch the moments of the dying King. xyxy=(13,90,200,94)
poem-line: There in darkness in the chamber, where softly the weeping sounds fall, they wait and watch the moments of the dying King. xyxy=(13,1101,200,1106)
poem-line: There in darkness in the chamber, where softly the weeping sounds fall, they wait and watch the moments of the dying King. xyxy=(13,1394,200,1398)
poem-line: There in darkness in the chamber, where softly the weeping sounds fall, they wait and watch the moments of the dying King. xyxy=(13,72,200,76)
poem-line: There in darkness in the chamber, where softly the weeping sounds fall, they wait and watch the moments of the dying King. xyxy=(13,1590,200,1595)
poem-line: There in darkness in the chamber, where softly the weeping sounds fall, they wait and watch the moments of the dying King. xyxy=(13,1739,200,1743)
poem-line: There in darkness in the chamber, where softly the weeping sounds fall, they wait and watch the moments of the dying King. xyxy=(13,836,200,840)
